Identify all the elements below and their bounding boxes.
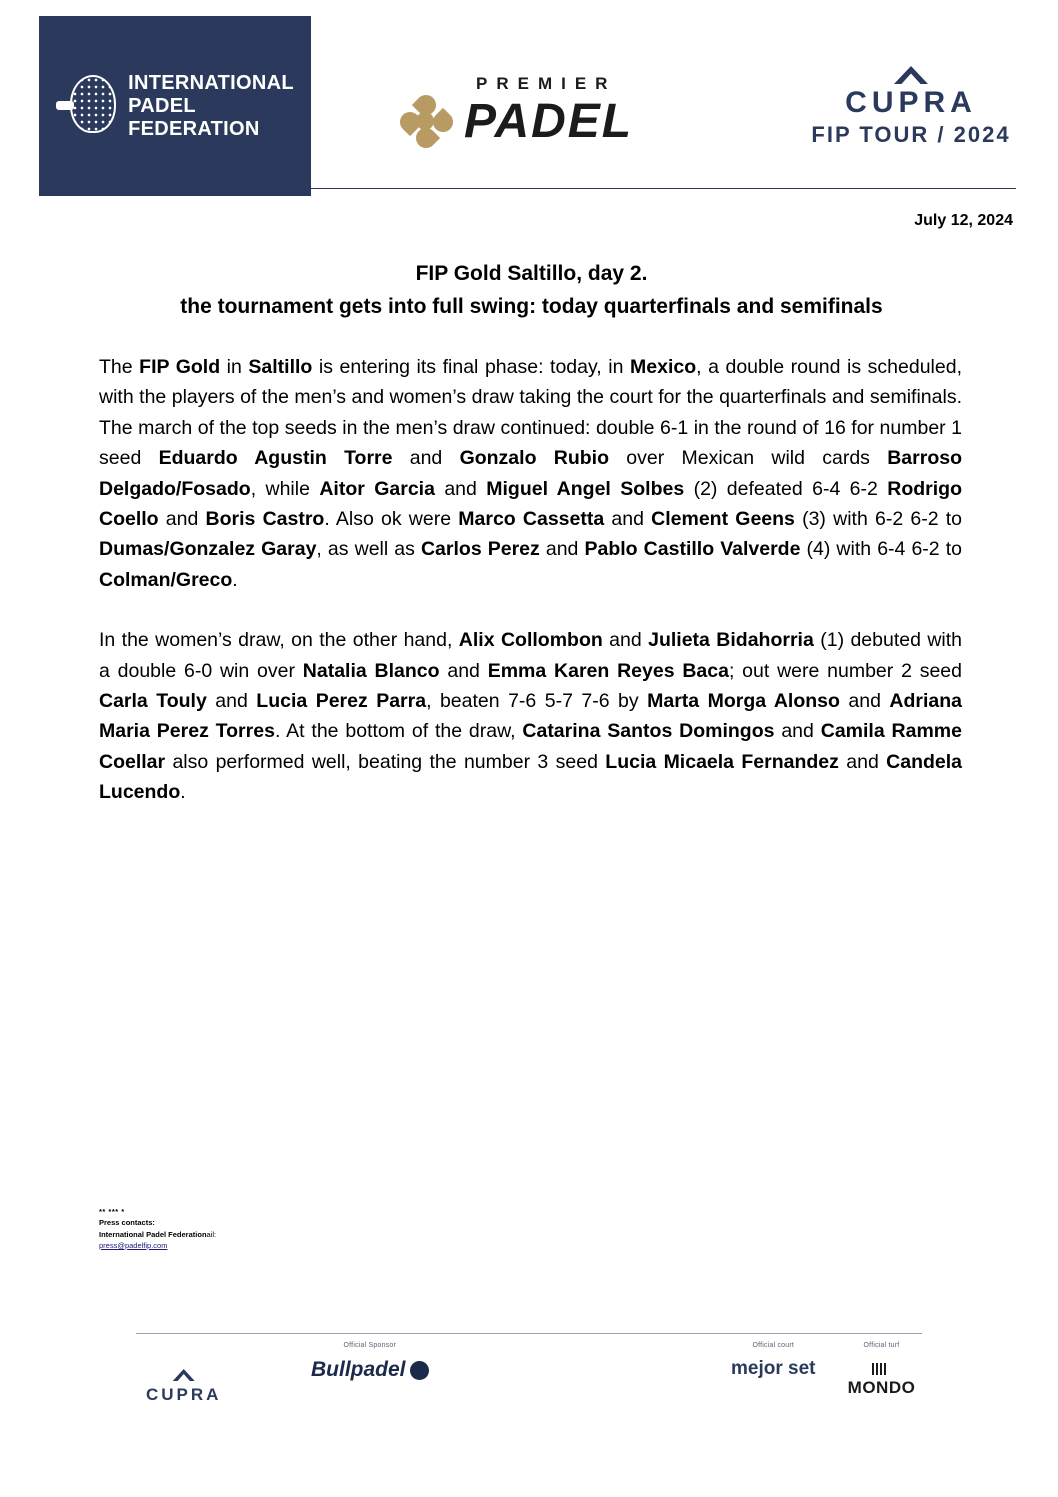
- sponsor-mondo-name: MONDO: [847, 1378, 916, 1397]
- ipf-logo-text: [128, 72, 294, 141]
- contacts-heading: Press contacts:: [99, 1218, 155, 1228]
- title-line-2: the tournament gets into full swing: today quarterfinals and semifinals: [180, 294, 883, 318]
- sponsor-mejorset-name: mejor set: [731, 1358, 816, 1379]
- mondo-bars-icon: [872, 1363, 888, 1375]
- paragraph-men: The FIP Gold in Saltillo is entering its final phase: today, in Mexico, a double round is scheduled, with the players of the men’s and women’s draw taking the court for the quarterfinals and semifinals. The march of the top seeds in the men’s draw continued: double 6-1 in the round of 16 for number 1 seed Eduardo Agustin Torre and Gonzalo Rubio over Mexican wild cards Barroso Delgado/Fosado, while Aitor Garcia and Miguel Angel Solbes (2) defeated 6-4 6-2 Rodrigo Coello and Boris Castro. Also ok were Marco Cassetta and Clement Geens (3) with 6-2 6-2 to Dumas/Gonzalez Garay, as well as Carlos Perez and Pablo Castillo Valverde (4) with 6-4 6-2 to Colman/Greco.: [99, 356, 963, 591]
- cupra-triangle-icon: [173, 1369, 195, 1381]
- contacts-org-name: International Padel Federation: [99, 1229, 207, 1239]
- contacts-stars: ** *** *: [99, 1207, 125, 1216]
- title-line-1: FIP Gold Saltillo, day 2.: [415, 262, 648, 285]
- ipf-line2: PADEL: [128, 94, 196, 117]
- sponsor-footer: [136, 1342, 922, 1412]
- sponsor-bullpadel-label: Official Sponsor: [343, 1342, 396, 1349]
- sponsor-mejorset-label: Official court: [752, 1342, 795, 1349]
- cupra-fip-tour-logo: [806, 66, 1016, 148]
- cupra-tour-label: FIP TOUR / 2024: [811, 122, 1011, 147]
- document-date: July 12, 2024: [914, 212, 1013, 229]
- sponsor-mondo: [841, 1342, 922, 1398]
- article-body: [99, 352, 962, 838]
- ipf-line3: FEDERATION: [128, 117, 260, 140]
- sponsor-mondo-label: Official turf: [863, 1342, 900, 1349]
- cupra-brand: CUPRA: [845, 86, 977, 119]
- ipf-logo-block: [39, 16, 311, 196]
- sponsor-bullpadel-name: Bullpadel: [311, 1358, 406, 1381]
- sponsor-cupra-name: CUPRA: [146, 1385, 222, 1404]
- paragraph-women: In the women’s draw, on the other hand, Alix Collombon and Julieta Bidahorria (1) debuted with a double 6-0 win over Natalia Blanco and Emma Karen Reyes Baca; out were number 2 seed Carla Touly and Lucia Perez Parra, beaten 7-6 5-7 7-6 by Marta Morga Alonso and Adriana Maria Perez Torres. At the bottom of the draw, Catarina Santos Domingos and Camila Ramme Coellar also performed well, beating the number 3 seed Lucia Micaela Fernandez and Candela Lucendo.: [99, 629, 963, 804]
- header-divider: [39, 188, 1016, 189]
- sponsor-cupra: [146, 1360, 221, 1405]
- cupra-triangle-icon: [894, 66, 928, 84]
- contacts-email-link[interactable]: press@padelfip.com: [99, 1240, 168, 1250]
- flower-icon: [400, 95, 454, 149]
- footer-divider: [136, 1333, 922, 1334]
- premier-word: PREMIER: [476, 74, 617, 93]
- padel-racket-icon: [56, 75, 118, 137]
- sponsor-mejorset: [731, 1342, 815, 1380]
- page-title: [100, 258, 963, 323]
- bullpadel-icon: [311, 1358, 429, 1382]
- premier-padel-logo: [400, 74, 700, 149]
- mondo-icon: [841, 1358, 922, 1398]
- contacts-org: [99, 1229, 216, 1240]
- contacts-org-suffix: ail:: [206, 1229, 217, 1239]
- mejorset-icon: [731, 1358, 815, 1380]
- document-header: [0, 0, 1058, 196]
- ipf-line1: INTERNATIONAL: [128, 71, 294, 94]
- sponsor-bullpadel: [311, 1342, 429, 1382]
- premier-padel-word: PADEL: [464, 95, 634, 148]
- ipf-logo: [56, 72, 294, 141]
- press-contacts: [99, 1206, 216, 1251]
- bullpadel-dot-icon: [410, 1361, 429, 1380]
